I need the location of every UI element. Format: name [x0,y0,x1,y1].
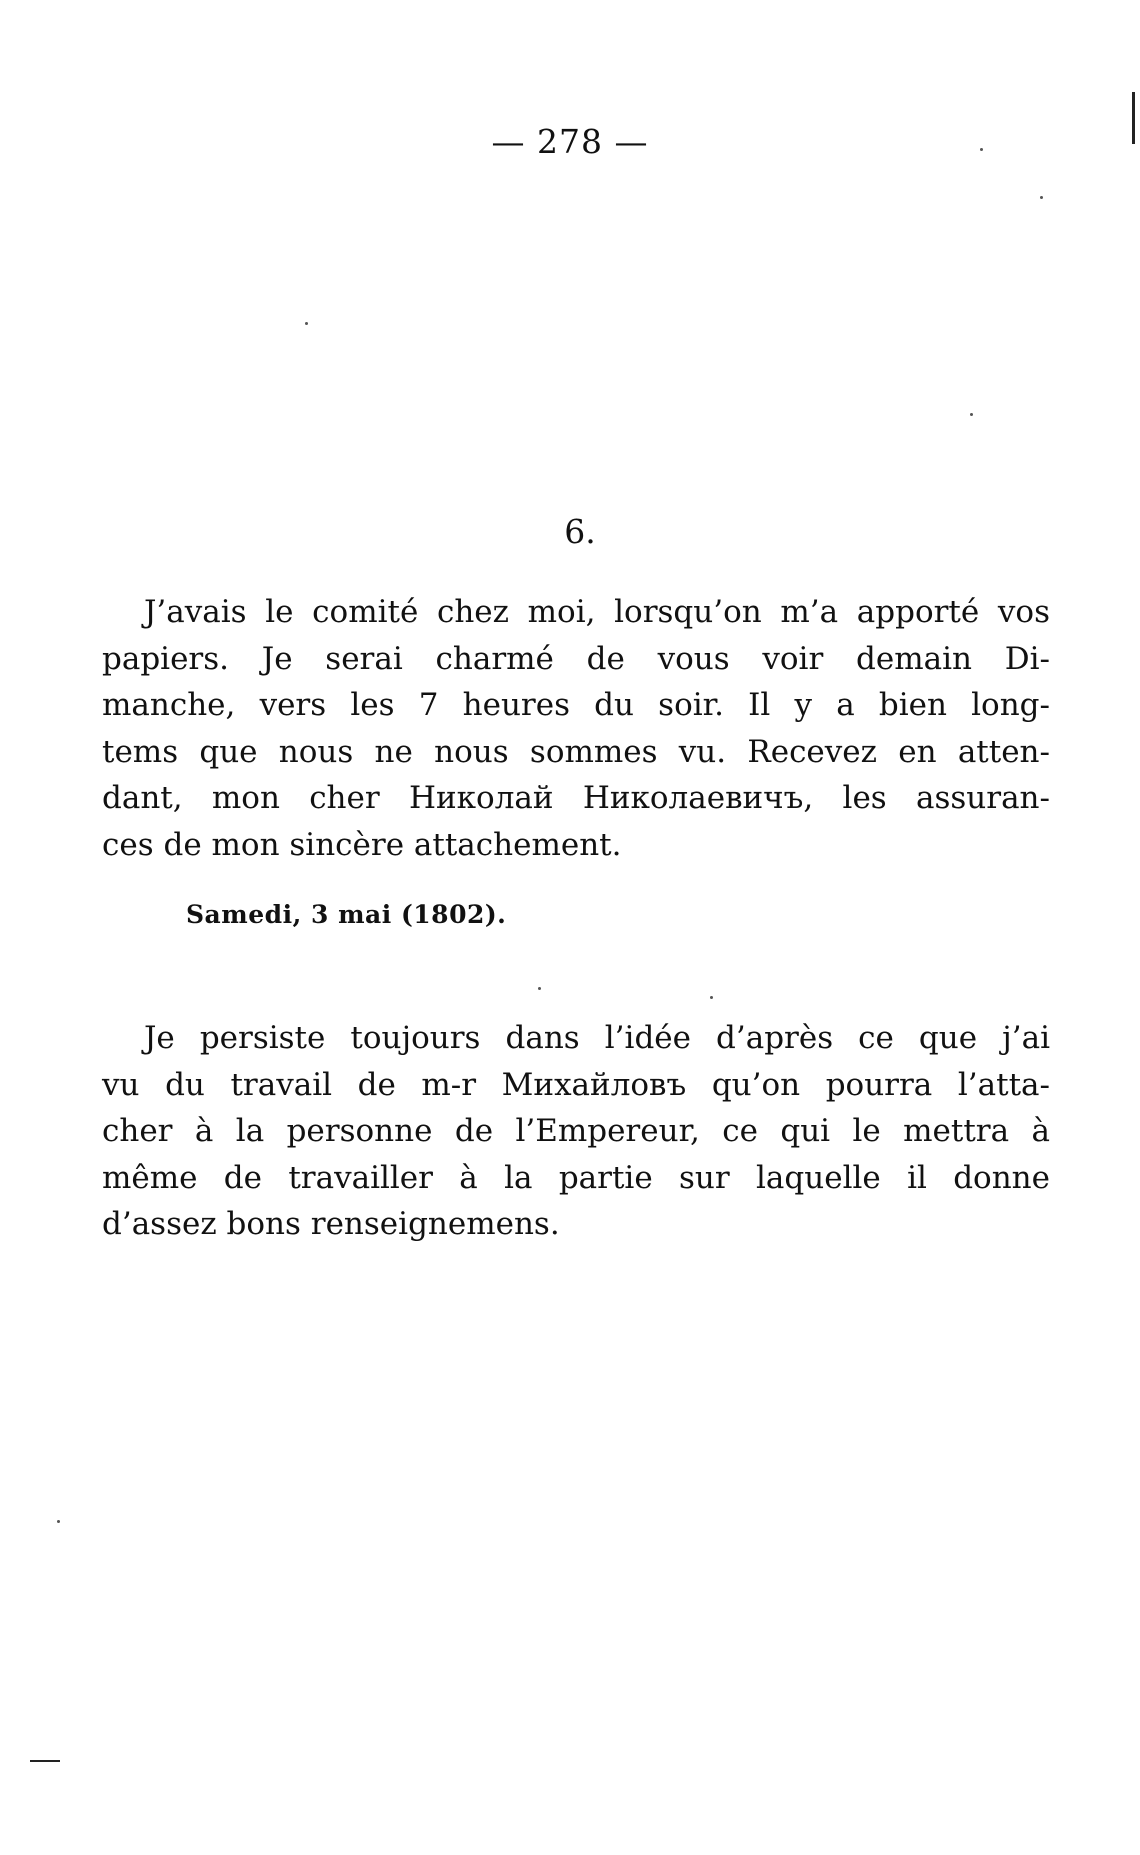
text-line: J’avais le comité chez moi, lorsqu’on m’a apporté vos [144,594,1050,630]
letter-dateline: Samedi, 3 mai (1802). [186,900,507,929]
scan-speck [970,413,973,416]
scan-speck [57,1520,60,1523]
text-line: cher à la personne de l’Empereur, ce qui le mettra à [102,1113,1050,1149]
letter-two-body [102,1015,1050,1248]
scan-speck [305,322,308,325]
text-line: papiers. Je serai charmé de vous voir demain Di- [102,640,1050,677]
section-number: 6. [564,512,596,551]
scan-speck [710,996,713,999]
text-line: tems que nous ne nous sommes vu. Recevez en atten- [102,733,1050,770]
text-line: vu du travail de m-r Михайловъ qu’on pourra l’atta- [102,1066,1050,1103]
text-line: même de travailler à la partie sur laquelle il donne [102,1159,1050,1196]
text-line: d’assez bons renseignemens. [102,1206,560,1242]
text-line: manche, vers les 7 heures du soir. Il y a bien long- [102,687,1050,723]
text-line: dant, mon cher Николай Николаевичъ, les assuran- [102,780,1050,816]
scan-speck [538,987,541,990]
scan-speck [1040,196,1043,199]
text-line: ces de mon sincère attachement. [102,826,622,863]
text-line: Je persiste toujours dans l’idée d’après ce que j’ai [144,1020,1050,1056]
scan-edge-mark [30,1760,60,1762]
letter-one-body [102,589,1050,868]
page-number: — 278 — [491,122,649,161]
